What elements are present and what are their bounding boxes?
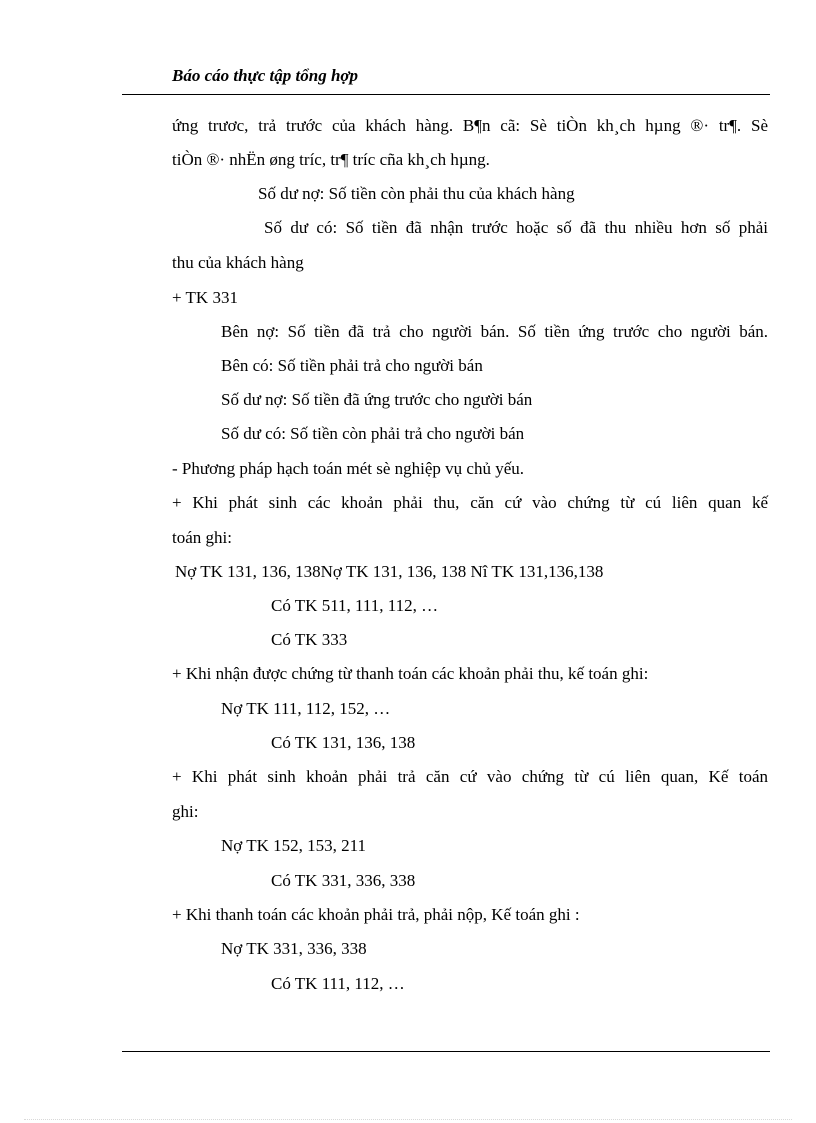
body-line: Có TK 333	[271, 630, 348, 649]
body-line: tiÒn ®· nhËn øng tríc, tr¶ tríc cña kh¸ch hµng.	[172, 150, 490, 169]
body-line: Số dư nợ: Số tiền đã ứng trước cho người bán	[221, 390, 533, 409]
footer-rule	[122, 1051, 770, 1052]
body-line: ghi:	[172, 802, 199, 821]
page-header-title: Báo cáo thực tập tổng hợp	[172, 66, 359, 85]
body-line: Có TK 331, 336, 338	[271, 871, 416, 890]
body-line: Số dư có: Số tiền đã nhận trước hoặc số đã thu nhiều hơn số phải	[264, 218, 768, 237]
body-line: Nợ TK 131, 136, 138Nợ TK 131, 136, 138 Nî TK 131,136,138	[175, 562, 604, 581]
body-line: + Khi phát sinh khoản phải trả căn cứ vào chứng từ cú liên quan, Kế toán	[172, 767, 768, 786]
body-line: + Khi thanh toán các khoản phải trả, phải nộp, Kế toán ghi :	[172, 905, 580, 924]
body-line: Số dư có: Số tiền còn phải trả cho người bán	[221, 424, 525, 443]
page-edge-dots	[24, 1119, 792, 1120]
body-line: Nợ TK 152, 153, 211	[221, 836, 366, 855]
body-line: Nợ TK 331, 336, 338	[221, 939, 367, 958]
body-line: Số dư nợ: Số tiền còn phải thu của khách hàng	[258, 184, 575, 203]
body-line: + TK 331	[172, 288, 238, 307]
body-line: ứng trươc, trả trước của khách hàng. B¶n cã: Sè tiÒn kh¸ch hµng ®· tr¶. Sè	[172, 116, 768, 135]
body-line: - Phương pháp hạch toán mét sè nghiệp vụ chủ yếu.	[172, 459, 524, 478]
body-line: + Khi nhận được chứng từ thanh toán các khoản phải thu, kế toán ghi:	[172, 664, 649, 683]
body-line: Bên có: Số tiền phải trả cho người bán	[221, 356, 483, 375]
body-line: toán ghi:	[172, 528, 232, 547]
body-line: Có TK 111, 112, …	[271, 974, 405, 993]
body-line: Bên nợ: Số tiền đã trả cho người bán. Số tiền ứng trước cho người bán.	[221, 322, 768, 341]
body-line: + Khi phát sinh các khoản phải thu, căn cứ vào chứng từ cú liên quan kế	[172, 493, 768, 512]
body-line: Nợ TK 111, 112, 152, …	[221, 699, 391, 718]
body-line: Có TK 511, 111, 112, …	[271, 596, 439, 615]
body-line: thu của khách hàng	[172, 253, 304, 272]
header-rule	[122, 94, 770, 95]
body-line: Có TK 131, 136, 138	[271, 733, 416, 752]
